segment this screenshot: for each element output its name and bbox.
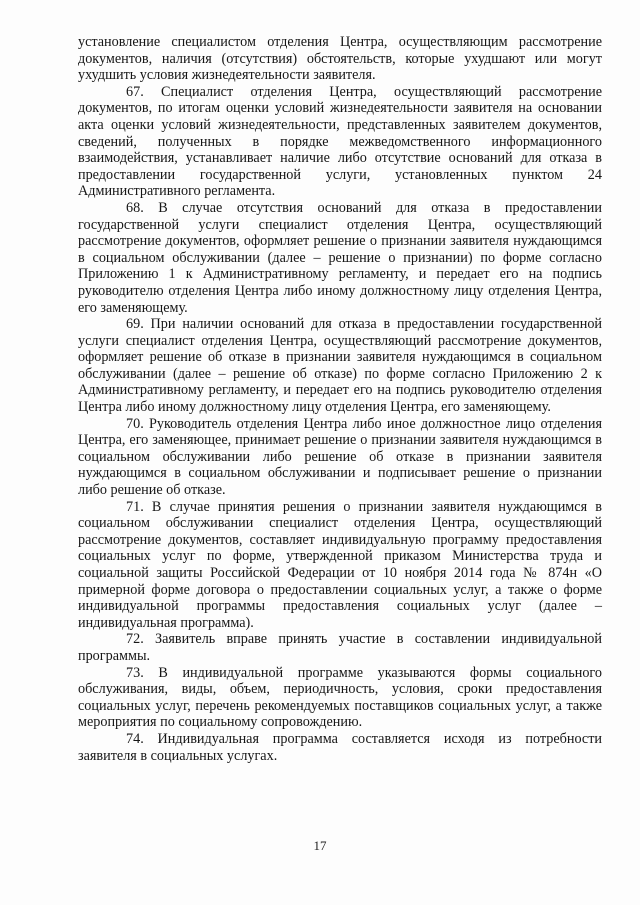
paragraph-74: 74. Индивидуальная программа составляется исходя из потребности заявителя в социальных услугах. bbox=[78, 730, 602, 764]
page-number: 17 bbox=[313, 838, 327, 853]
paragraph-continuation: установление специалистом отделения Центра, осуществляющим рассмотрение документов, наличия (отсутствия) обстоятельств, которые ухудшают или могут ухудшить условия жизнедеятельности заявителя. bbox=[78, 34, 602, 84]
paragraph-68: 68. В случае отсутствия оснований для отказа в предоставлении государственной услуги специалист отделения Центра, осуществляющий рассмотрение документов, оформляет решение о признании заявителя нуждающимся в социальном обслуживании (далее – решение о признании) по форме согласно Приложению 1 к Административному регламенту, и передает его на подпись руководителю отделения Центра либо иному должностному лицу отделения Центра, его заменяющему. bbox=[78, 199, 602, 316]
paragraph-72: 72. Заявитель вправе принять участие в составлении индивидуальной программы. bbox=[78, 631, 602, 664]
paragraph-67: 67. Специалист отделения Центра, осуществляющий рассмотрение документов, по итогам оценки условий жизнедеятельности заявителя на основании акта оценки условий жизнедеятельности, представленных заявителем документов, сведений, полученных в порядке межведомственного информационного взаимодействия, устанавливает наличие либо отсутствие оснований для отказа в предоставлении государственной услуги, установленных пунктом 24 Административного регламента. bbox=[78, 83, 602, 200]
document-body bbox=[78, 34, 602, 764]
paragraph-73: 73. В индивидуальной программе указываются формы социального обслуживания, виды, объем, периодичность, условия, сроки предоставления социальных услуг, перечень рекомендуемых поставщиков социальных услуг, а также мероприятия по социальному сопровождению. bbox=[78, 664, 602, 731]
paragraph-69: 69. При наличии оснований для отказа в предоставлении государственной услуги специалист отделения Центра, осуществляющий рассмотрение документов, оформляет решение об отказе в признании заявителя нуждающимся в социальном обслуживании (далее – решение об отказе) по форме согласно Приложению 2 к Административному регламенту, и передает его на подпись руководителю отделения Центра либо иному должностному лицу отделения Центра, его заменяющему. bbox=[78, 316, 602, 416]
paragraph-70: 70. Руководитель отделения Центра либо иное должностное лицо отделения Центра, его заменяющее, принимает решение о признании заявителя нуждающимся в социальном обслуживании либо решение об отказе в признании заявителя нуждающимся в социальном обслуживании и подписывает решение о признании либо решение об отказе. bbox=[78, 415, 602, 499]
paragraph-71: 71. В случае принятия решения о признании заявителя нуждающимся в социальном обслуживании специалист отделения Центра, осуществляющий рассмотрение документов, составляет индивидуальную программу предоставления социальных услуг по форме, утвержденной приказом Министерства труда и социальной защиты Российской Федерации от 10 ноября 2014 года № 874н «О примерной форме договора о предоставлении социальных услуг, а также о форме индивидуальной программы предоставления социальных услуг (далее – индивидуальная программа). bbox=[78, 498, 602, 631]
